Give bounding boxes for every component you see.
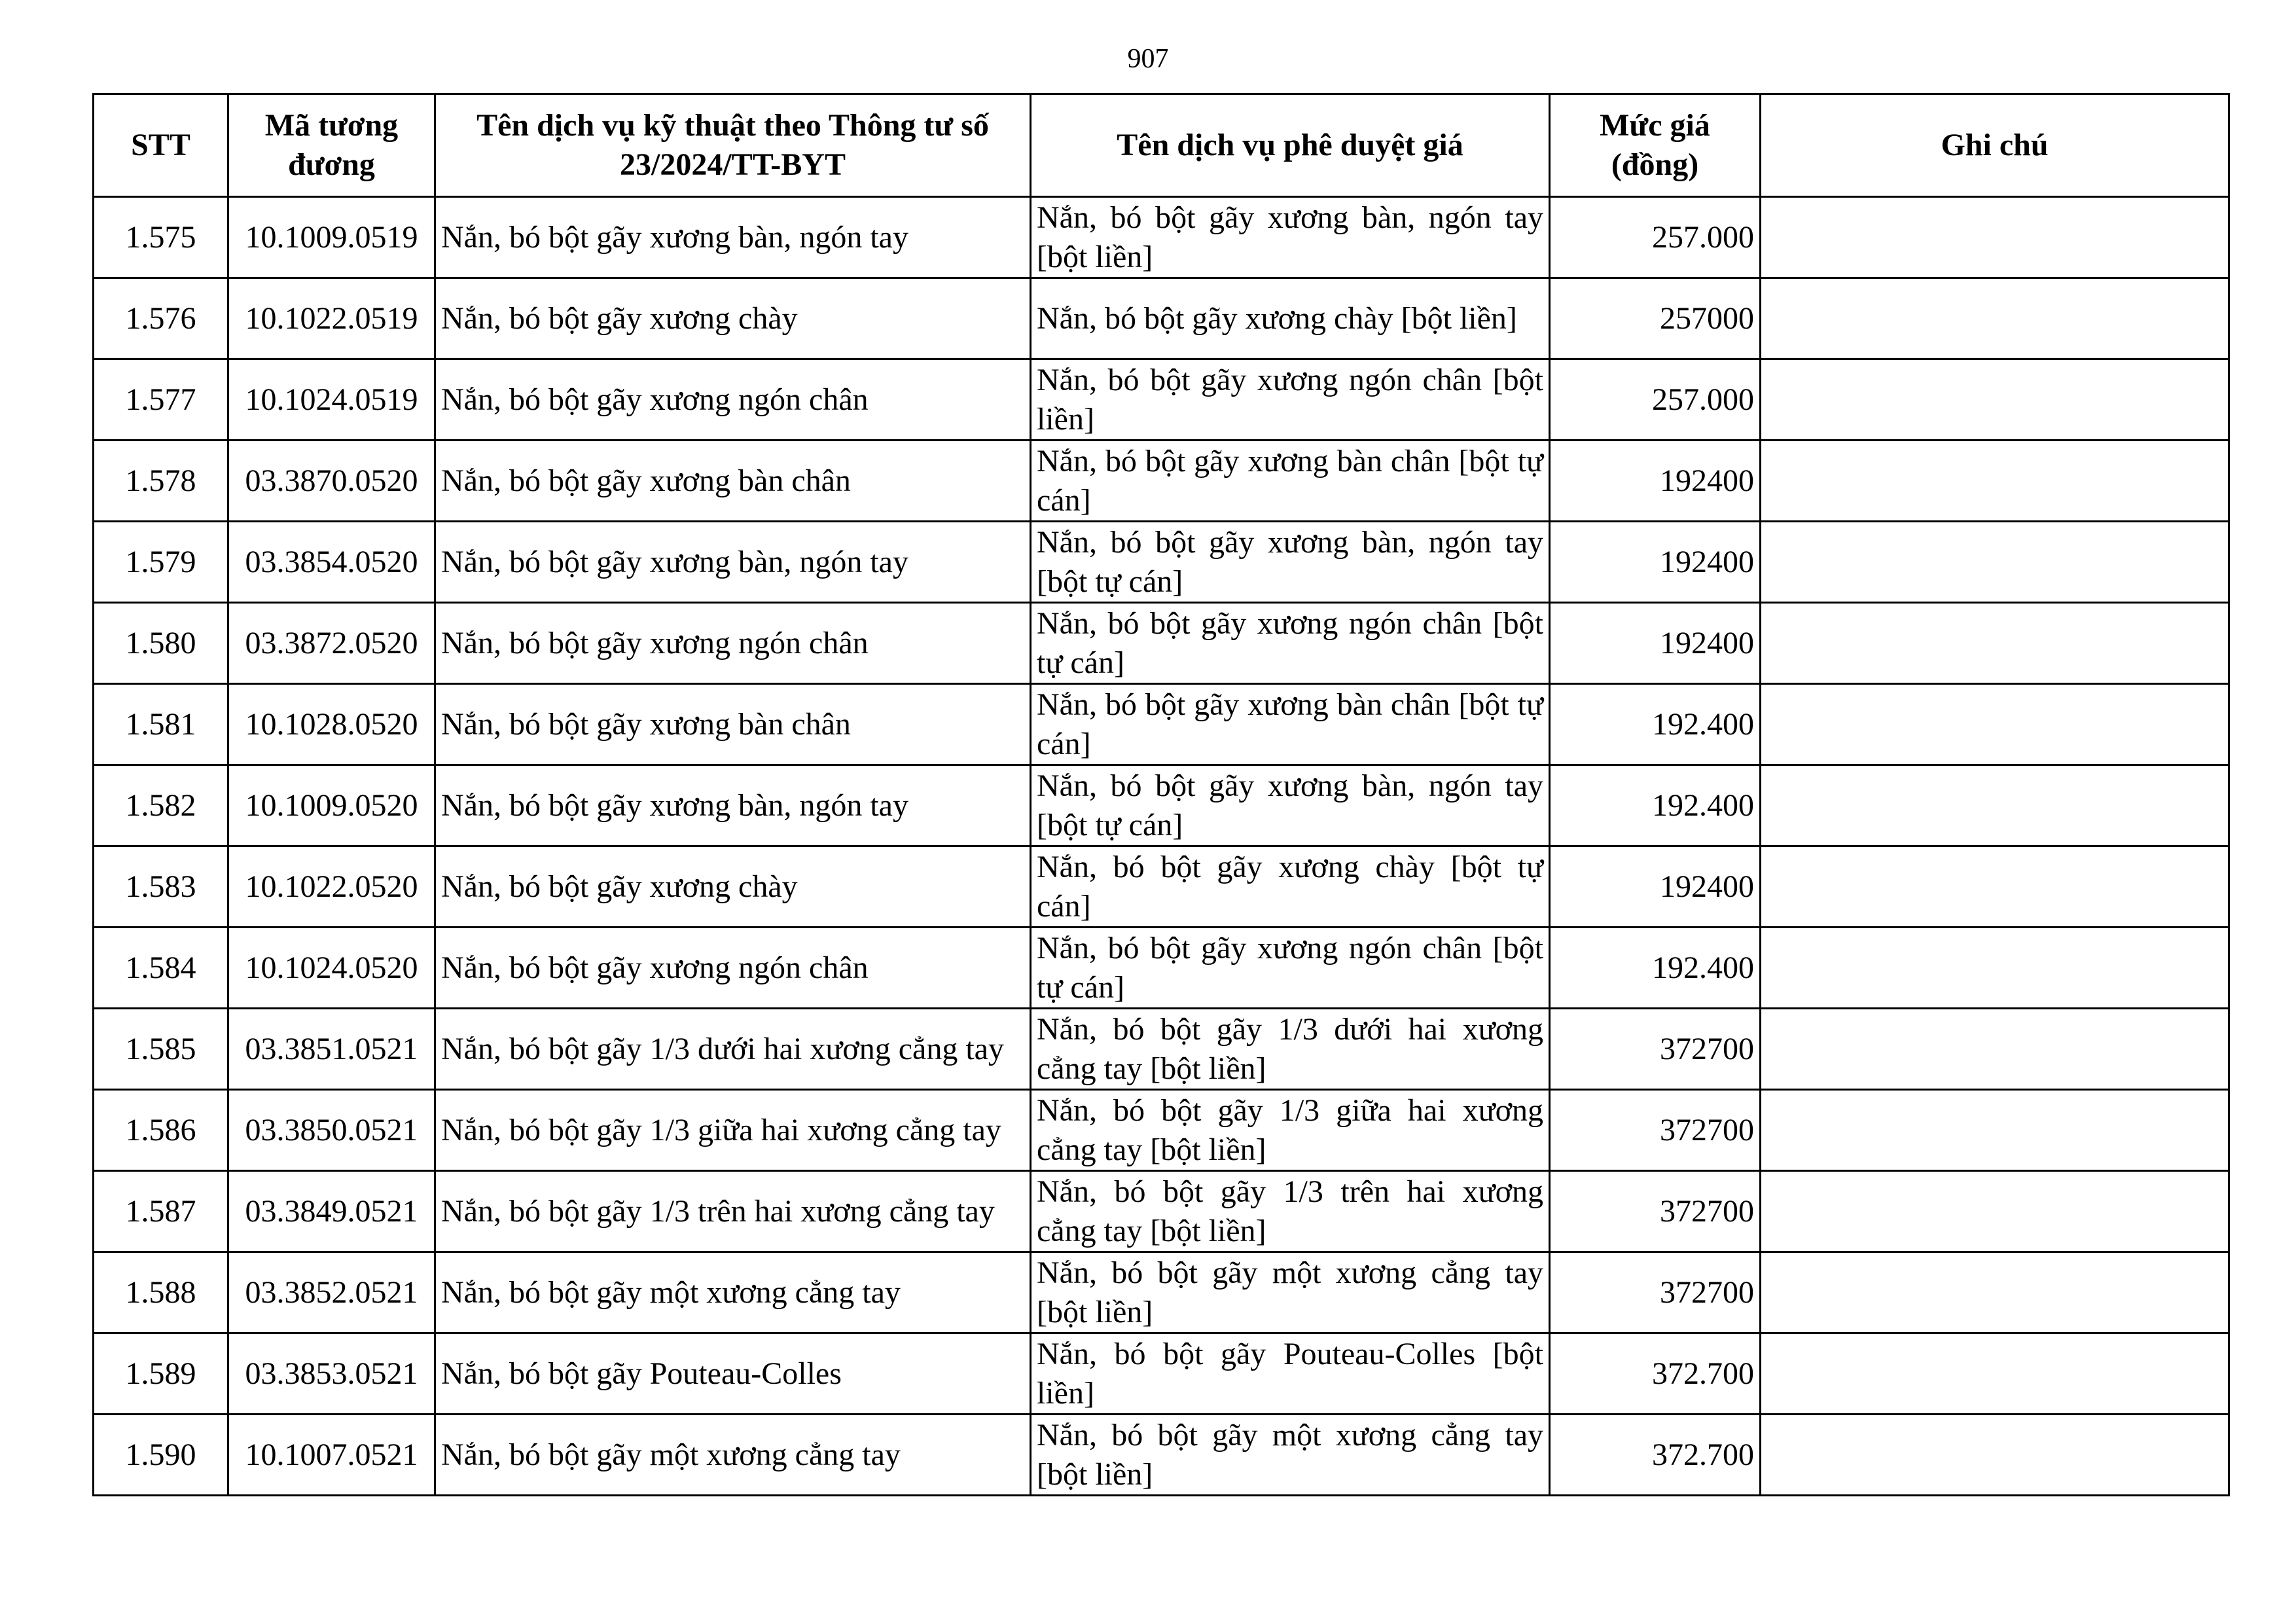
cell-note	[1761, 197, 2229, 278]
cell-approved-name: Nắn, bó bột gãy 1/3 dưới hai xương cẳng tay [bột liền]	[1031, 1009, 1550, 1090]
cell-service-name: Nắn, bó bột gãy 1/3 giữa hai xương cẳng tay	[435, 1090, 1031, 1171]
header-approved-name: Tên dịch vụ phê duyệt giá	[1031, 94, 1550, 197]
cell-service-name: Nắn, bó bột gãy một xương cẳng tay	[435, 1252, 1031, 1333]
cell-note	[1761, 928, 2229, 1009]
cell-stt: 1.585	[94, 1009, 228, 1090]
cell-approved-name: Nắn, bó bột gãy xương bàn chân [bột tự cán]	[1031, 441, 1550, 522]
cell-note	[1761, 1171, 2229, 1252]
table-row	[94, 846, 2229, 928]
cell-price: 257.000	[1550, 197, 1761, 278]
cell-code: 03.3870.0520	[228, 441, 435, 522]
cell-note	[1761, 1009, 2229, 1090]
cell-price: 257000	[1550, 278, 1761, 359]
cell-note	[1761, 359, 2229, 441]
cell-price: 192.400	[1550, 684, 1761, 765]
cell-service-name: Nắn, bó bột gãy một xương cẳng tay	[435, 1415, 1031, 1496]
table-row	[94, 197, 2229, 278]
cell-service-name: Nắn, bó bột gãy 1/3 trên hai xương cẳng tay	[435, 1171, 1031, 1252]
cell-price: 372.700	[1550, 1333, 1761, 1415]
cell-stt: 1.580	[94, 603, 228, 684]
table-header-row	[94, 94, 2229, 197]
cell-code: 10.1009.0520	[228, 765, 435, 846]
cell-stt: 1.576	[94, 278, 228, 359]
table-row	[94, 1415, 2229, 1496]
cell-approved-name: Nắn, bó bột gãy xương ngón chân [bột liền]	[1031, 359, 1550, 441]
cell-approved-name: Nắn, bó bột gãy xương chày [bột liền]	[1031, 278, 1550, 359]
page-number: 907	[1127, 44, 1169, 74]
cell-service-name: Nắn, bó bột gãy xương ngón chân	[435, 603, 1031, 684]
cell-note	[1761, 522, 2229, 603]
cell-code: 10.1028.0520	[228, 684, 435, 765]
header-stt: STT	[94, 94, 228, 197]
cell-service-name: Nắn, bó bột gãy xương chày	[435, 278, 1031, 359]
cell-price: 192400	[1550, 603, 1761, 684]
cell-stt: 1.584	[94, 928, 228, 1009]
cell-approved-name: Nắn, bó bột gãy một xương cẳng tay [bột liền]	[1031, 1252, 1550, 1333]
cell-approved-name: Nắn, bó bột gãy một xương cẳng tay [bột liền]	[1031, 1415, 1550, 1496]
cell-price: 192.400	[1550, 928, 1761, 1009]
cell-service-name: Nắn, bó bột gãy 1/3 dưới hai xương cẳng tay	[435, 1009, 1031, 1090]
table-row	[94, 1009, 2229, 1090]
table-row	[94, 603, 2229, 684]
cell-note	[1761, 1252, 2229, 1333]
cell-service-name: Nắn, bó bột gãy Pouteau-Colles	[435, 1333, 1031, 1415]
cell-stt: 1.578	[94, 441, 228, 522]
cell-service-name: Nắn, bó bột gãy xương ngón chân	[435, 359, 1031, 441]
cell-stt: 1.581	[94, 684, 228, 765]
table-row	[94, 441, 2229, 522]
cell-price: 372700	[1550, 1090, 1761, 1171]
cell-price: 192400	[1550, 846, 1761, 928]
cell-note	[1761, 603, 2229, 684]
cell-approved-name: Nắn, bó bột gãy xương bàn, ngón tay [bột liền]	[1031, 197, 1550, 278]
cell-service-name: Nắn, bó bột gãy xương bàn, ngón tay	[435, 197, 1031, 278]
cell-code: 03.3849.0521	[228, 1171, 435, 1252]
cell-approved-name: Nắn, bó bột gãy xương bàn, ngón tay [bột tự cán]	[1031, 522, 1550, 603]
cell-code: 10.1024.0519	[228, 359, 435, 441]
table-row	[94, 765, 2229, 846]
price-table	[92, 93, 2230, 1496]
table-row	[94, 359, 2229, 441]
cell-note	[1761, 1090, 2229, 1171]
cell-approved-name: Nắn, bó bột gãy xương bàn chân [bột tự cán]	[1031, 684, 1550, 765]
cell-stt: 1.582	[94, 765, 228, 846]
header-note: Ghi chú	[1761, 94, 2229, 197]
table-row	[94, 522, 2229, 603]
table-row	[94, 1171, 2229, 1252]
cell-service-name: Nắn, bó bột gãy xương bàn chân	[435, 441, 1031, 522]
table-row	[94, 1090, 2229, 1171]
cell-approved-name: Nắn, bó bột gãy xương bàn, ngón tay [bột tự cán]	[1031, 765, 1550, 846]
cell-price: 192.400	[1550, 765, 1761, 846]
cell-service-name: Nắn, bó bột gãy xương ngón chân	[435, 928, 1031, 1009]
cell-stt: 1.575	[94, 197, 228, 278]
cell-stt: 1.579	[94, 522, 228, 603]
cell-note	[1761, 765, 2229, 846]
cell-price: 192400	[1550, 522, 1761, 603]
cell-stt: 1.577	[94, 359, 228, 441]
cell-code: 10.1022.0519	[228, 278, 435, 359]
table-row	[94, 928, 2229, 1009]
cell-price: 257.000	[1550, 359, 1761, 441]
cell-service-name: Nắn, bó bột gãy xương bàn, ngón tay	[435, 522, 1031, 603]
cell-price: 192400	[1550, 441, 1761, 522]
cell-note	[1761, 441, 2229, 522]
cell-service-name: Nắn, bó bột gãy xương bàn, ngón tay	[435, 765, 1031, 846]
cell-price: 372.700	[1550, 1415, 1761, 1496]
cell-code: 03.3854.0520	[228, 522, 435, 603]
cell-code: 03.3853.0521	[228, 1333, 435, 1415]
cell-price: 372700	[1550, 1252, 1761, 1333]
cell-code: 10.1024.0520	[228, 928, 435, 1009]
cell-code: 03.3852.0521	[228, 1252, 435, 1333]
cell-stt: 1.589	[94, 1333, 228, 1415]
cell-approved-name: Nắn, bó bột gãy 1/3 trên hai xương cẳng tay [bột liền]	[1031, 1171, 1550, 1252]
cell-note	[1761, 1415, 2229, 1496]
cell-approved-name: Nắn, bó bột gãy xương chày [bột tự cán]	[1031, 846, 1550, 928]
cell-note	[1761, 846, 2229, 928]
table-row	[94, 684, 2229, 765]
header-service-name: Tên dịch vụ kỹ thuật theo Thông tư số 23/2024/TT-BYT	[435, 94, 1031, 197]
cell-stt: 1.587	[94, 1171, 228, 1252]
cell-stt: 1.590	[94, 1415, 228, 1496]
cell-price: 372700	[1550, 1009, 1761, 1090]
cell-note	[1761, 1333, 2229, 1415]
cell-approved-name: Nắn, bó bột gãy xương ngón chân [bột tự cán]	[1031, 603, 1550, 684]
cell-code: 10.1009.0519	[228, 197, 435, 278]
cell-stt: 1.588	[94, 1252, 228, 1333]
cell-note	[1761, 684, 2229, 765]
cell-code: 10.1007.0521	[228, 1415, 435, 1496]
cell-price: 372700	[1550, 1171, 1761, 1252]
table-row	[94, 278, 2229, 359]
table-row	[94, 1333, 2229, 1415]
cell-approved-name: Nắn, bó bột gãy 1/3 giữa hai xương cẳng tay [bột liền]	[1031, 1090, 1550, 1171]
cell-note	[1761, 278, 2229, 359]
cell-approved-name: Nắn, bó bột gãy xương ngón chân [bột tự cán]	[1031, 928, 1550, 1009]
cell-code: 03.3851.0521	[228, 1009, 435, 1090]
cell-code: 03.3850.0521	[228, 1090, 435, 1171]
cell-approved-name: Nắn, bó bột gãy Pouteau-Colles [bột liền]	[1031, 1333, 1550, 1415]
header-price: Mức giá (đồng)	[1550, 94, 1761, 197]
cell-service-name: Nắn, bó bột gãy xương bàn chân	[435, 684, 1031, 765]
table-body	[94, 197, 2229, 1496]
cell-service-name: Nắn, bó bột gãy xương chày	[435, 846, 1031, 928]
table-row	[94, 1252, 2229, 1333]
cell-code: 10.1022.0520	[228, 846, 435, 928]
cell-code: 03.3872.0520	[228, 603, 435, 684]
header-code: Mã tương đương	[228, 94, 435, 197]
cell-stt: 1.583	[94, 846, 228, 928]
cell-stt: 1.586	[94, 1090, 228, 1171]
